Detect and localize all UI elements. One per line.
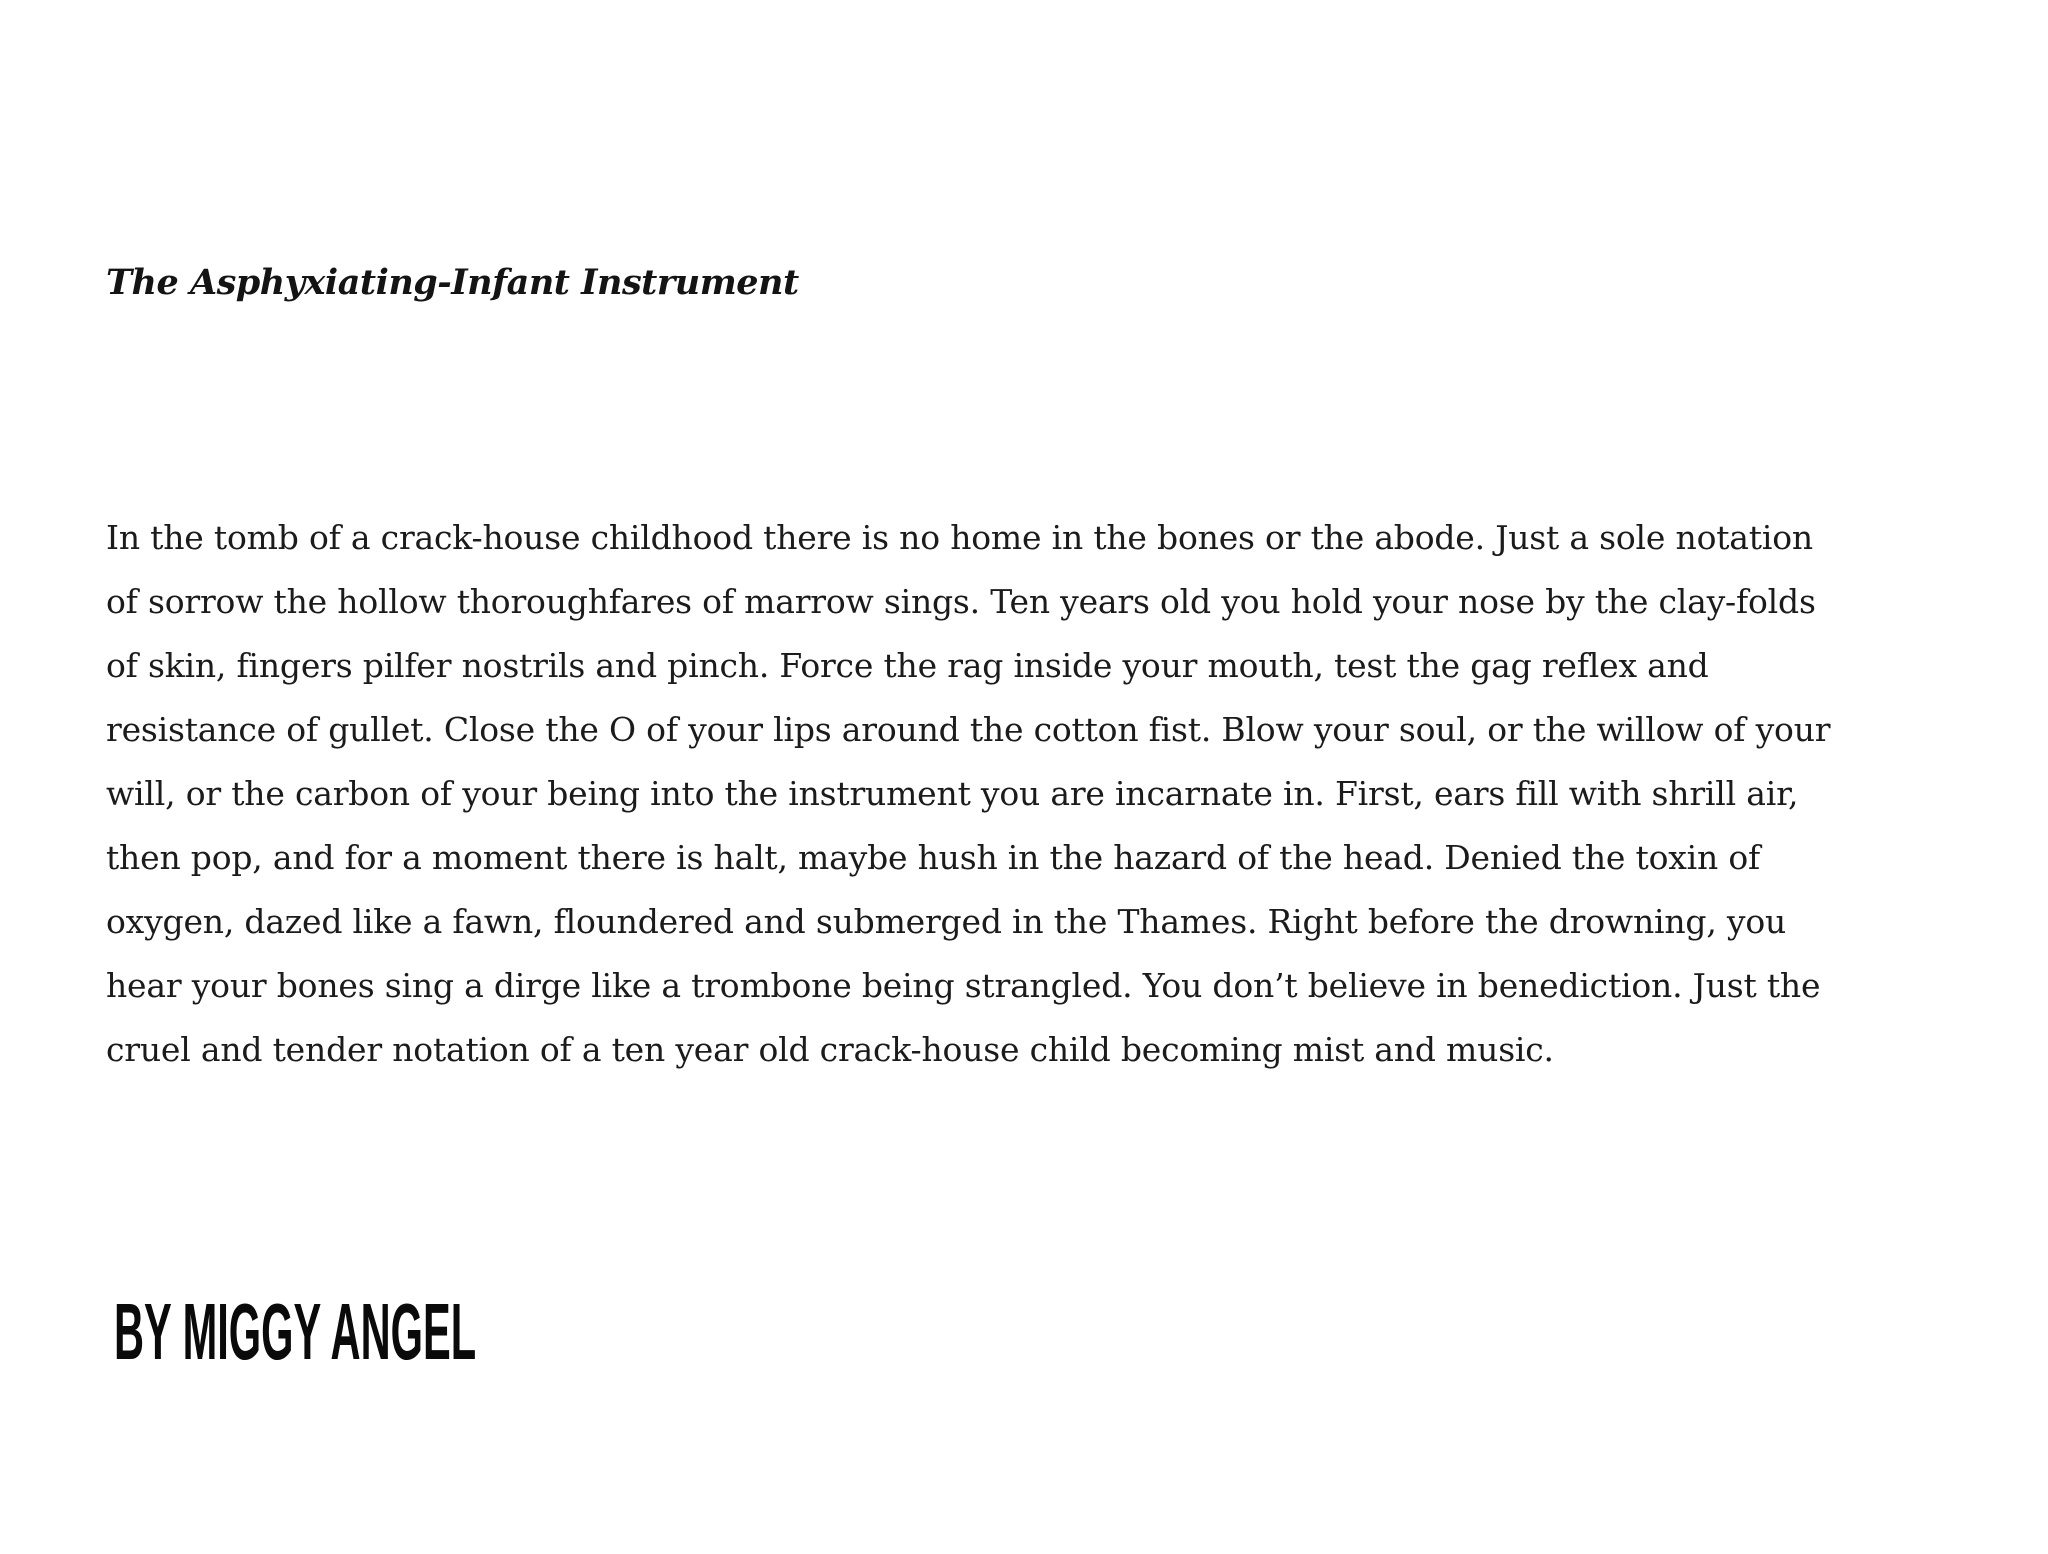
poem-line-5: will, or the carbon of your being into the instrument you are incarnate in. First, ears fill with shrill air, [106,774,1799,813]
poem-line-4: resistance of gullet. Close the O of your lips around the cotton fist. Blow your soul, or the willow of your [106,710,1831,749]
poem-line-9: cruel and tender notation of a ten year old crack-house child becoming mist and music. [106,1030,1554,1069]
poem-line-6: then pop, and for a moment there is halt, maybe hush in the hazard of the head. Denied the toxin of [106,838,1761,877]
poem-title: The Asphyxiating-Infant Instrument [106,262,799,303]
poem-line-7: oxygen, dazed like a fawn, floundered and submerged in the Thames. Right before the drowning, you [106,902,1787,941]
author-byline: BY MIGGY ANGEL [114,1287,477,1376]
poem-line-3: of skin, fingers pilfer nostrils and pinch. Force the rag inside your mouth, test the gag reflex and [106,646,1709,685]
poem-body [106,506,1830,1082]
poem-line-8: hear your bones sing a dirge like a trombone being strangled. You don’t believe in benediction. Just the [106,966,1821,1005]
poem-line-1: In the tomb of a crack-house childhood there is no home in the bones or the abode. Just a sole notation [106,518,1813,557]
poem-line-2: of sorrow the hollow thoroughfares of marrow sings. Ten years old you hold your nose by the clay-folds [106,582,1816,621]
